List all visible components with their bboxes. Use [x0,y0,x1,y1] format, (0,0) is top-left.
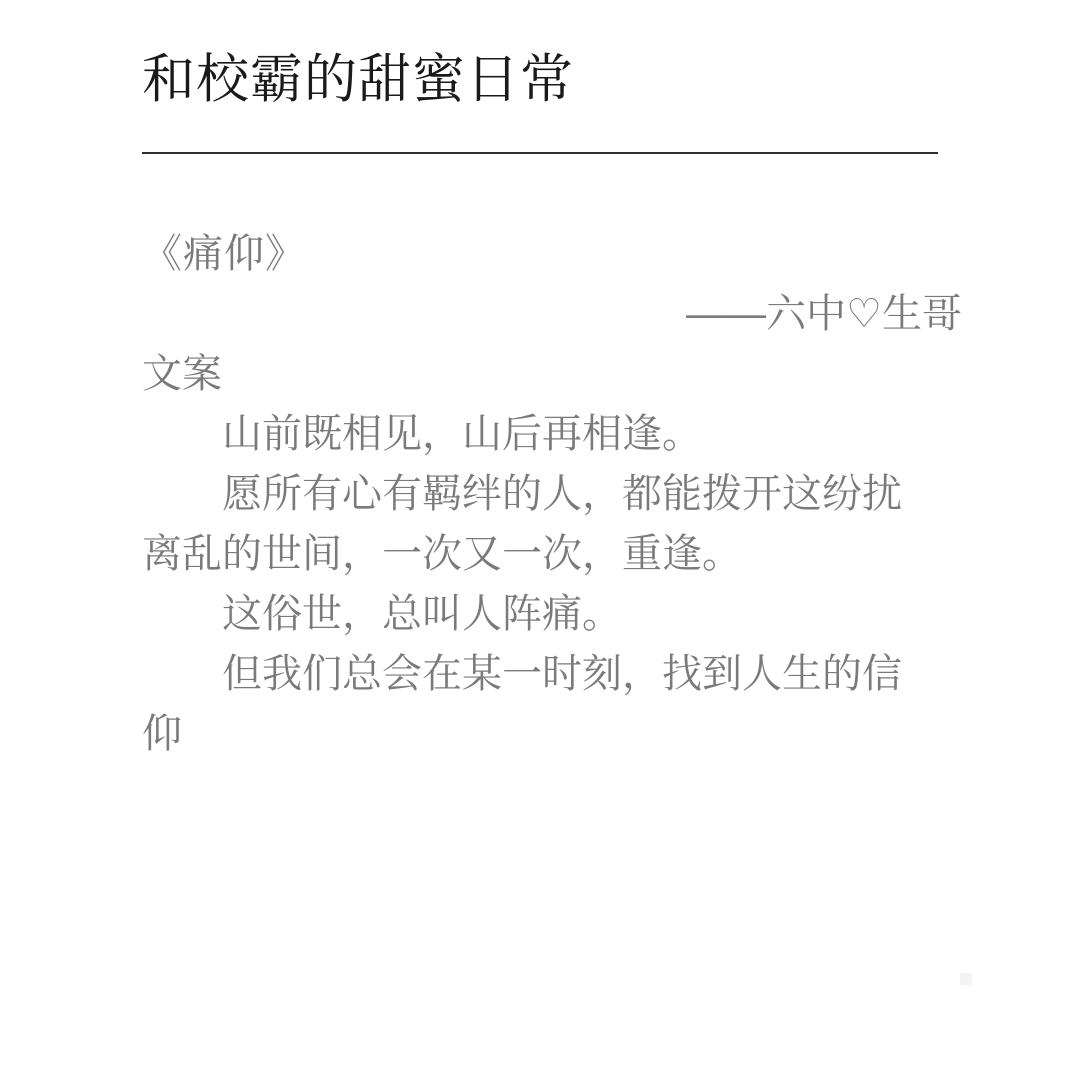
section-label: 文案 [142,352,222,396]
document-page [142,0,962,1080]
page-title: 和校霸的甜蜜日常 [142,50,574,109]
paragraph: 山前既相见，山后再相逢。 [222,412,702,456]
paragraph: 但我们总会在某一时刻，找到人生的信仰 [142,652,902,756]
body-text-block [142,224,962,764]
book-title: 《痛仰》 [142,232,306,276]
title-divider-line [142,152,938,154]
faint-watermark-mark [960,973,972,985]
attribution-line: ——六中♡生哥 [686,292,962,336]
paragraph: 这俗世，总叫人阵痛。 [222,592,622,636]
paragraph: 愿所有心有羁绊的人，都能拨开这纷扰离乱的世间，一次又一次，重逢。 [142,472,902,576]
